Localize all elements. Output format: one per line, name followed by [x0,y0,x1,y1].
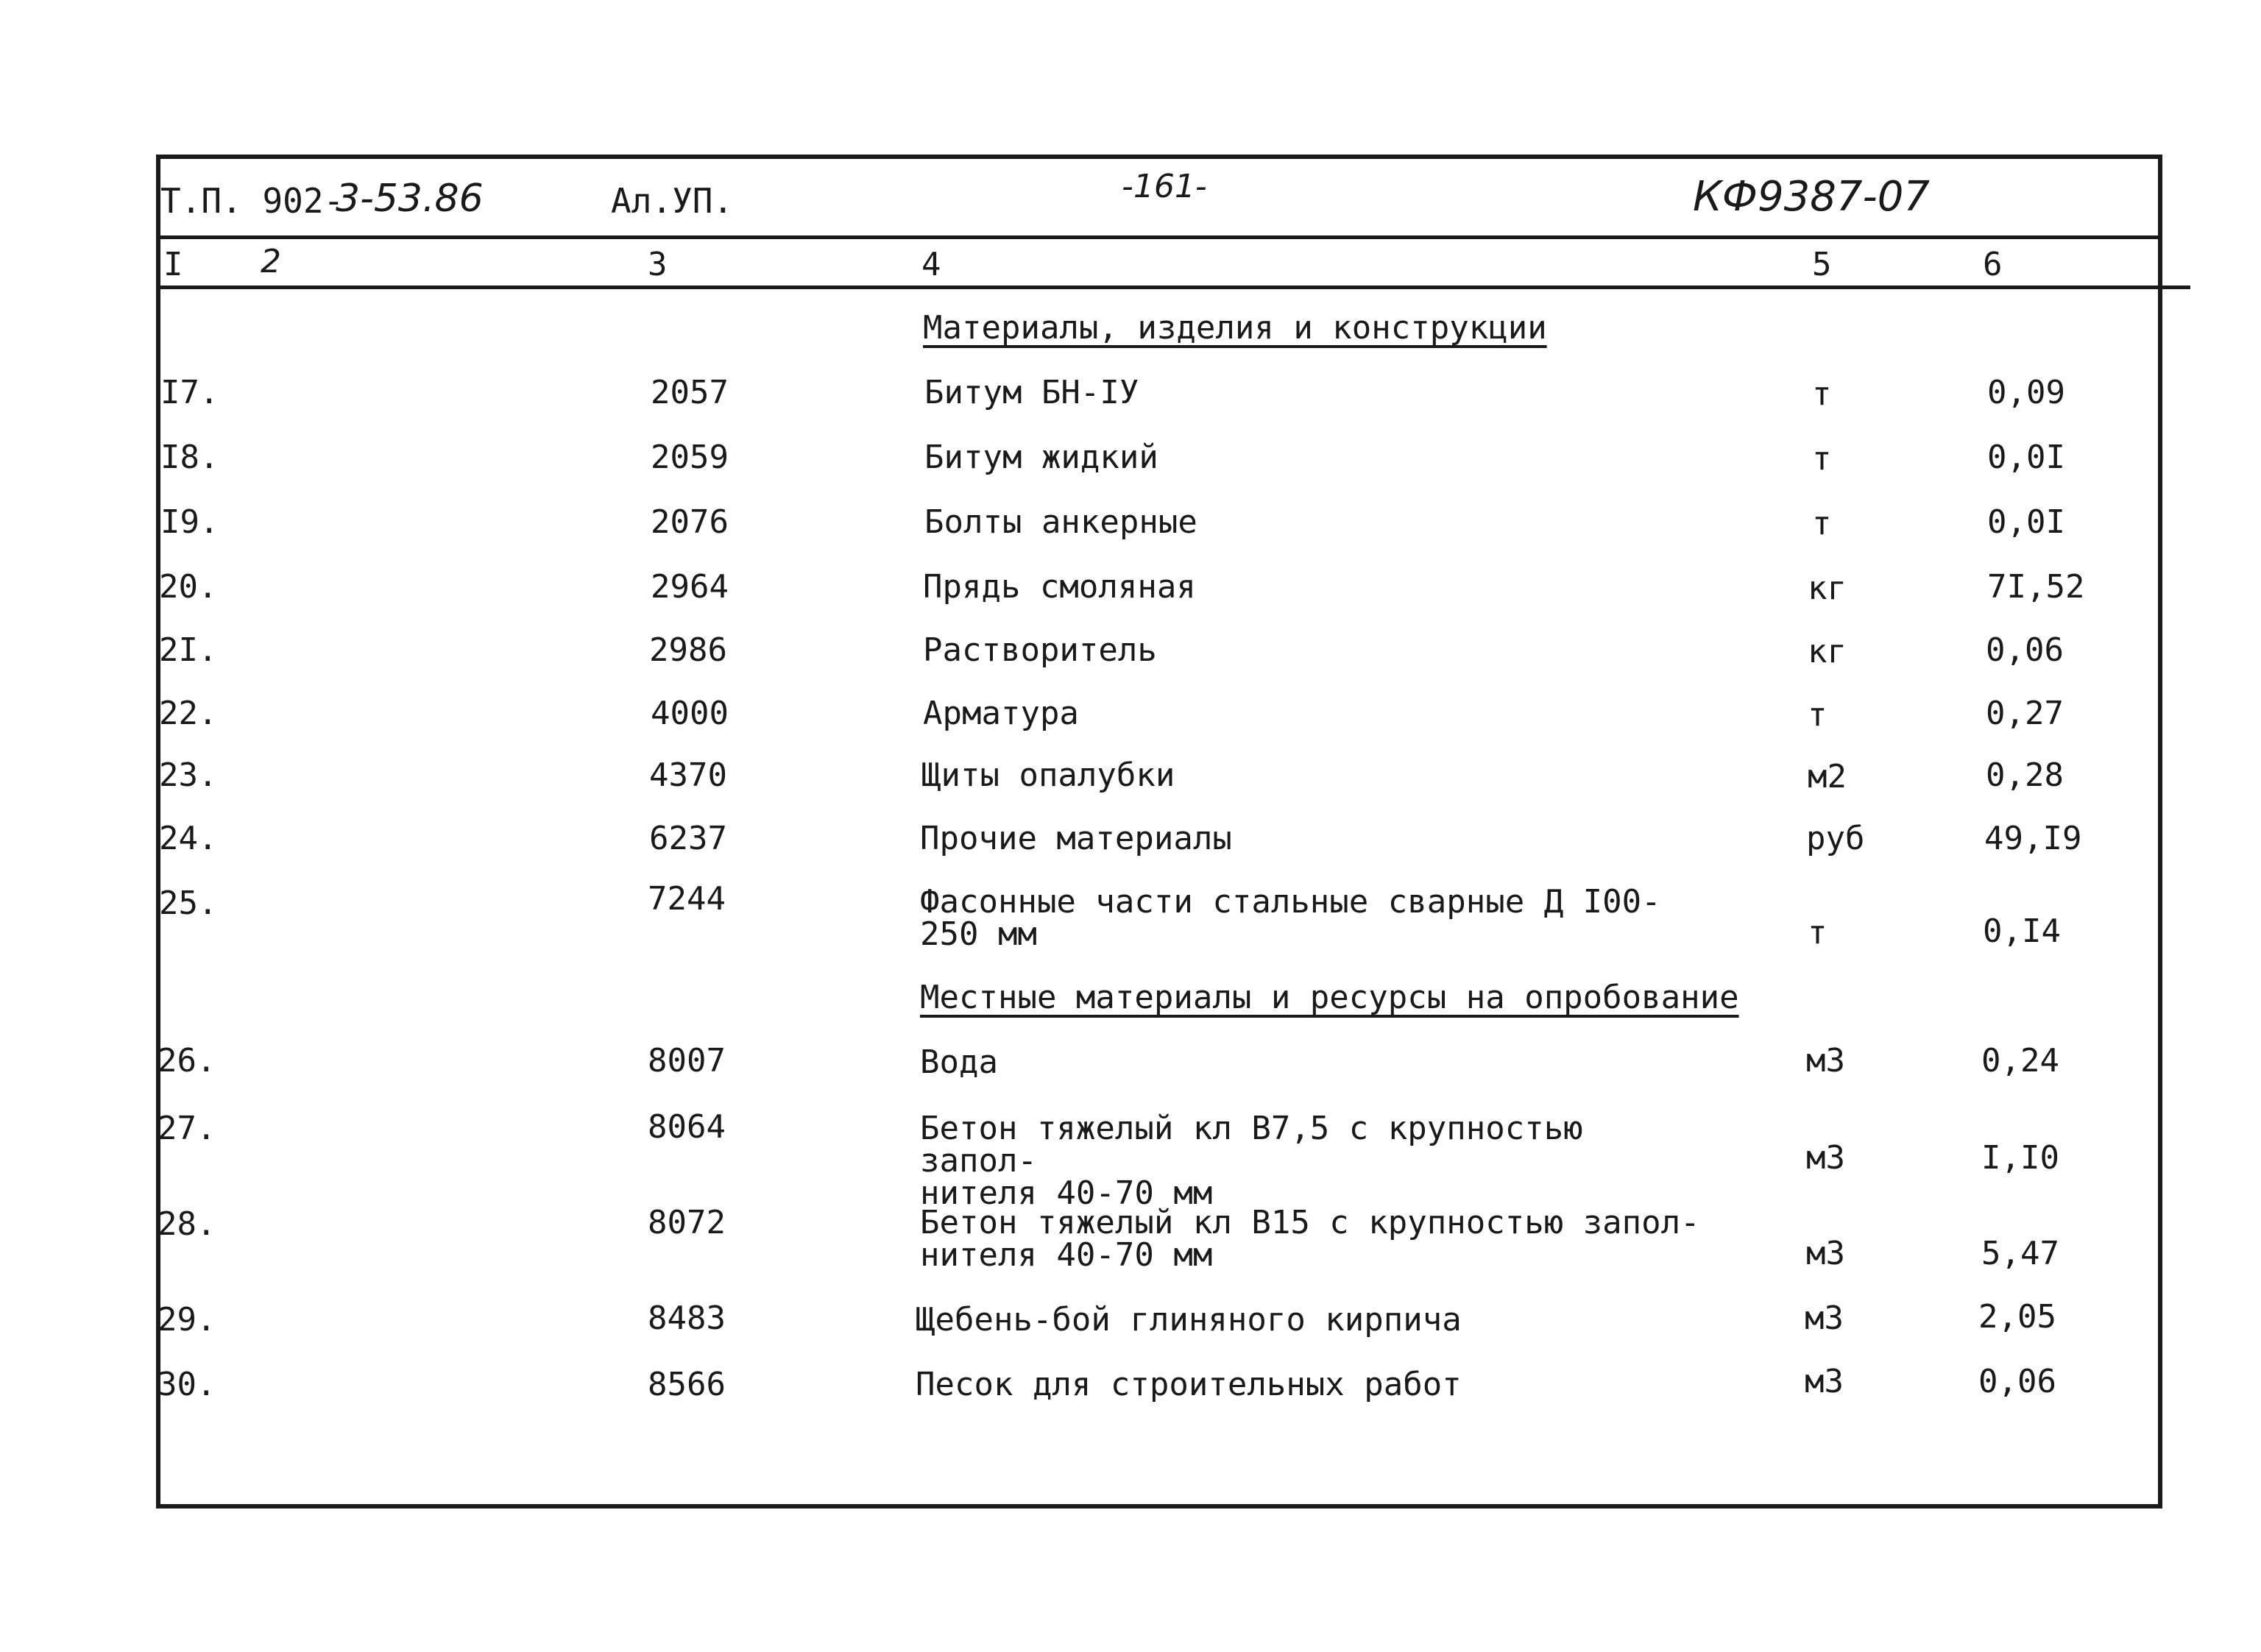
resource-name: Битум БН-IУ [924,374,1139,411]
row-number: 2I. [159,631,218,669]
unit: т [1812,440,1832,478]
row-number: 26. [158,1042,216,1080]
quantity: 0,I4 [1983,912,2061,950]
column-numbers-divider [160,286,2190,289]
row-number: I8. [160,439,219,476]
quantity: 0,06 [1986,631,2064,669]
unit: м2 [1808,758,1847,795]
resource-name: Арматура [923,695,1079,732]
page-number: -161- [1122,168,1207,205]
project-code-handwritten: 3-53.86 [336,177,484,221]
unit: м3 [1806,1139,1845,1177]
quantity: 49,I9 [1984,820,2082,857]
resource-name: Вода [920,1043,998,1081]
unit: м3 [1806,1235,1845,1272]
resource-code: 8072 [648,1204,726,1241]
unit: м3 [1806,1042,1845,1080]
quantity: 2,05 [1978,1298,2056,1336]
resource-code: 7244 [648,880,726,918]
column-number-2: 2 [261,243,281,280]
resource-name: Щебень-бой глиняного кирпича [916,1301,1462,1339]
row-number: 28. [158,1205,216,1243]
unit: т [1812,375,1832,413]
row-number: 29. [158,1301,216,1339]
row-number: 23. [159,756,218,794]
quantity: 0,24 [1981,1042,2059,1080]
resource-code: 4000 [651,695,729,732]
resource-code: 8483 [648,1300,726,1337]
quantity: 0,28 [1986,756,2064,794]
unit: кг [1808,570,1847,607]
column-number-3: 3 [648,246,668,283]
row-number: 30. [158,1366,216,1403]
row-number: I9. [160,503,219,541]
unit: т [1812,505,1832,542]
resource-code: 8007 [648,1042,726,1080]
resource-name: Щиты опалубки [921,756,1175,794]
quantity: I,I0 [1981,1139,2059,1177]
resource-name: Бетон тяжелый кл В7,5 с крупностью запол- нителя 40-70 мм [920,1110,1583,1212]
resource-code: 2059 [651,439,729,476]
row-number: 24. [159,820,218,857]
row-number: I7. [160,374,219,411]
album-label: Ал.УП. [611,181,734,221]
resource-name: Растворитель [923,631,1157,669]
resource-code: 2057 [651,374,729,411]
row-number: 20. [159,568,218,606]
project-code: Т.П. 902- [160,181,344,221]
resource-code: 2986 [649,631,727,669]
resource-code: 6237 [649,820,727,857]
quantity: 0,09 [1987,374,2065,411]
resource-code: 2964 [651,568,729,606]
quantity: 7I,52 [1987,568,2085,606]
column-number-1: I [163,246,183,283]
section-title: Материалы, изделия и конструкции [923,309,1547,347]
resource-name: Прядь смоляная [923,568,1196,606]
resource-name: Болты анкерные [924,503,1197,541]
quantity: 0,0I [1987,503,2065,541]
resource-name: Прочие материалы [920,820,1232,857]
row-number: 22. [159,695,218,732]
row-number: 27. [158,1110,216,1147]
row-number: 25. [159,885,218,922]
unit: м3 [1805,1363,1844,1400]
resource-name: Бетон тяжелый кл В15 с крупностью запол- нителя 40-70 мм [920,1204,1700,1274]
document-code: КФ9387-07 [1693,173,1930,221]
unit: т [1808,914,1827,951]
quantity: 0,0I [1987,439,2065,476]
resource-code: 2076 [651,503,729,541]
column-number-6: 6 [1983,246,2003,283]
resource-name: Фасонные части стальные сварные Д I00- 250 мм [920,883,1661,953]
unit: руб [1806,820,1865,857]
quantity: 5,47 [1981,1235,2059,1272]
section-title: Местные материалы и ресурсы на опробование [920,979,1739,1016]
header-divider [160,235,2158,239]
resource-code: 8064 [648,1108,726,1146]
quantity: 0,06 [1978,1363,2056,1400]
resource-name: Битум жидкий [924,439,1158,476]
resource-code: 8566 [648,1366,726,1403]
column-number-4: 4 [921,246,941,283]
resource-name: Песок для строительных работ [916,1366,1462,1403]
unit: кг [1808,633,1847,670]
quantity: 0,27 [1986,695,2064,732]
unit: т [1808,696,1827,734]
column-number-5: 5 [1812,246,1832,283]
resource-code: 4370 [649,756,727,794]
unit: м3 [1805,1300,1844,1337]
